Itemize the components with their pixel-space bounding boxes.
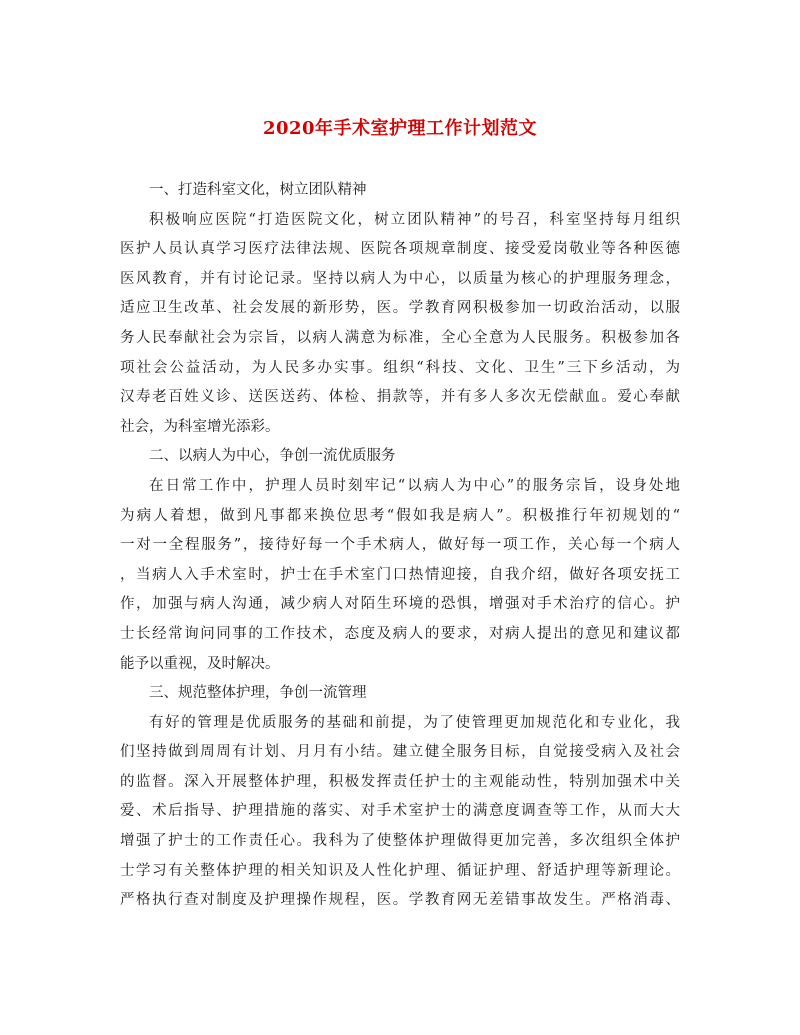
text-line: 医风教育，并有讨论记录。坚持以病人为中心，以质量为核心的护理服务理念， (120, 270, 680, 287)
text-line: 的监督。深入开展整体护理，积极发挥责任护士的主观能动性，特别加强术中关 (120, 773, 680, 790)
text-line: 严格执行查对制度及护理操作规程，医。学教育网无差错事故发生。严格消毒、 (120, 892, 680, 909)
text-line: 爱、术后指导、护理措施的落实、对手术室护士的满意度调查等工作，从而大大 (120, 803, 680, 820)
text-line: 为病人着想，做到凡事都来换位思考“假如我是病人”。积极推行年初规划的“ (120, 507, 680, 524)
text-line: 士长经常询问同事的工作技术，态度及病人的要求，对病人提出的意见和建议都 (120, 625, 680, 642)
text-line: 作，加强与病人沟通，减少病人对陌生环境的恐惧，增强对手术治疗的信心。护 (120, 596, 680, 613)
text-line: 务人民奉献社会为宗旨，以病人满意为标准，全心全意为人民服务。积极参加各 (120, 329, 680, 346)
text-line: 汉寿老百姓义诊、送医送药、体检、捐款等，并有多人多次无偿献血。爱心奉献 (120, 389, 680, 406)
text-line: 二、以病人为中心，争创一流优质服务 (149, 448, 396, 465)
text-line: 适应卫生改革、社会发展的新形势，医。学教育网积极参加一切政治活动，以服 (120, 300, 680, 317)
text-line: 医护人员认真学习医疗法律法规、医院各项规章制度、接受爱岗敬业等各种医德 (120, 241, 680, 258)
text-line: 能予以重视，及时解决。 (120, 655, 280, 672)
text-line: 三、规范整体护理，争创一流管理 (149, 685, 367, 702)
text-line: 在日常工作中，护理人员时刻牢记“以病人为中心”的服务宗旨，设身处地 (149, 477, 680, 494)
text-line: 增强了护士的工作责任心。我科为了使整体护理做得更加完善，多次组织全体护 (120, 833, 680, 850)
text-line: 有好的管理是优质服务的基础和前提，为了使管理更加规范化和专业化，我 (149, 714, 680, 731)
text-line: 们坚持做到周周有计划、月月有小结。建立健全服务目标，自觉接受病入及社会 (120, 744, 680, 761)
text-line: 一对一全程服务”，接待好每一个手术病人，做好每一项工作，关心每一个病人 (120, 537, 680, 554)
text-line: 项社会公益活动，为人民多办实事。组织“科技、文化、卫生”三下乡活动，为 (120, 359, 680, 376)
text-line: ，当病人入手术室时，护士在手术室门口热情迎接，自我介绍，做好各项安抚工 (120, 566, 680, 583)
text-line: 士学习有关整体护理的相关知识及人性化护理、循证护理、舒适护理等新理论。 (120, 862, 680, 879)
document-body (120, 176, 680, 916)
text-line: 社会，为科室增光添彩。 (120, 418, 280, 435)
text-line: 一、打造科室文化，树立团队精神 (149, 182, 367, 198)
text-line: 积极响应医院“打造医院文化，树立团队精神”的号召，科室坚持每月组织 (149, 211, 680, 228)
document-title: 2020年手术室护理工作计划范文 (262, 118, 538, 139)
